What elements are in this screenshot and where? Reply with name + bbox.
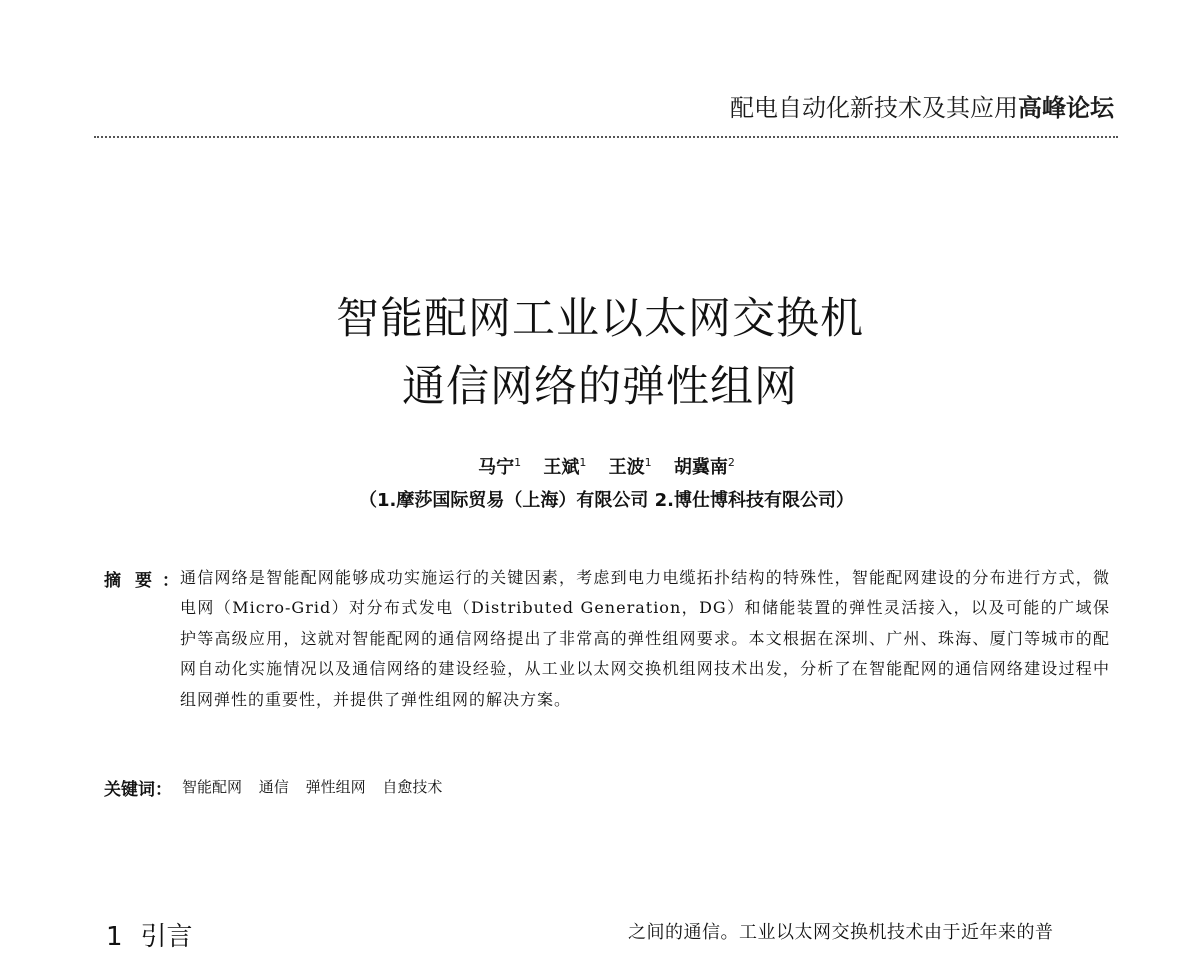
- keywords-label: 关键词：: [104, 780, 172, 800]
- paper-title-line-2: 通信网络的弹性组网: [402, 362, 798, 412]
- keyword: 弹性组网: [305, 778, 366, 796]
- keyword: 智能配网: [182, 778, 243, 796]
- keywords-list: [182, 776, 454, 797]
- keyword: 通信: [258, 778, 289, 796]
- author-name: 马宁: [478, 457, 515, 478]
- section-number: 1: [106, 922, 123, 952]
- affiliation-line: （1.摩莎国际贸易（上海）有限公司 2.博仕博科技有限公司）: [359, 490, 854, 511]
- author-name: 王波: [608, 457, 645, 478]
- author-name: 王斌: [543, 457, 580, 478]
- section-heading: [106, 916, 193, 953]
- author: [609, 457, 652, 478]
- abstract-label: 摘要: [104, 571, 166, 591]
- author-affiliation-mark: 1: [514, 456, 522, 469]
- running-header-text: 配电自动化新技术及其应用: [730, 94, 1018, 122]
- abstract-text: 通信网络是智能配网能够成功实施运行的关键因素，考虑到电力电缆拓扑结构的特殊性，智能配网建设的分布进行方式，微电网（Micro-Grid）对分布式发电（Distributed Generation，DG）和储能装置的弹性灵活接入，以及可能的广域保护等高级应用，这就对智能配网的通信网络提出了非常高的弹性组网要求。本文根据在深圳、广州、珠海、厦门等城市的配网自动化实施情况以及通信网络的建设经验，从工业以太网交换机组网技术出发，分析了在智能配网的通信网络建设过程中组网弹性的重要性，并提供了弹性组网的解决方案。: [180, 568, 1110, 709]
- author: [543, 457, 586, 478]
- abstract-label-colon: ：: [162, 571, 179, 591]
- author: [478, 457, 521, 478]
- keyword: 自愈技术: [382, 778, 443, 796]
- author-affiliation-mark: 2: [727, 456, 735, 469]
- section-title: 引言: [140, 922, 193, 952]
- author: [674, 457, 735, 478]
- author-affiliation-mark: 1: [579, 456, 587, 469]
- author-name: 胡冀南: [673, 457, 728, 478]
- header-divider: [94, 136, 1118, 138]
- paper-title: [0, 285, 1200, 421]
- running-header: [730, 88, 1114, 123]
- paper-title-line-1: 智能配网工业以太网交换机: [336, 294, 864, 344]
- author-affiliation-mark: 1: [644, 456, 652, 469]
- running-header-bold-text: 高峰论坛: [1018, 94, 1114, 122]
- author-list: [0, 453, 1200, 479]
- right-column-text: 之间的通信。工业以太网交换机技术由于近年来的普: [628, 922, 1054, 943]
